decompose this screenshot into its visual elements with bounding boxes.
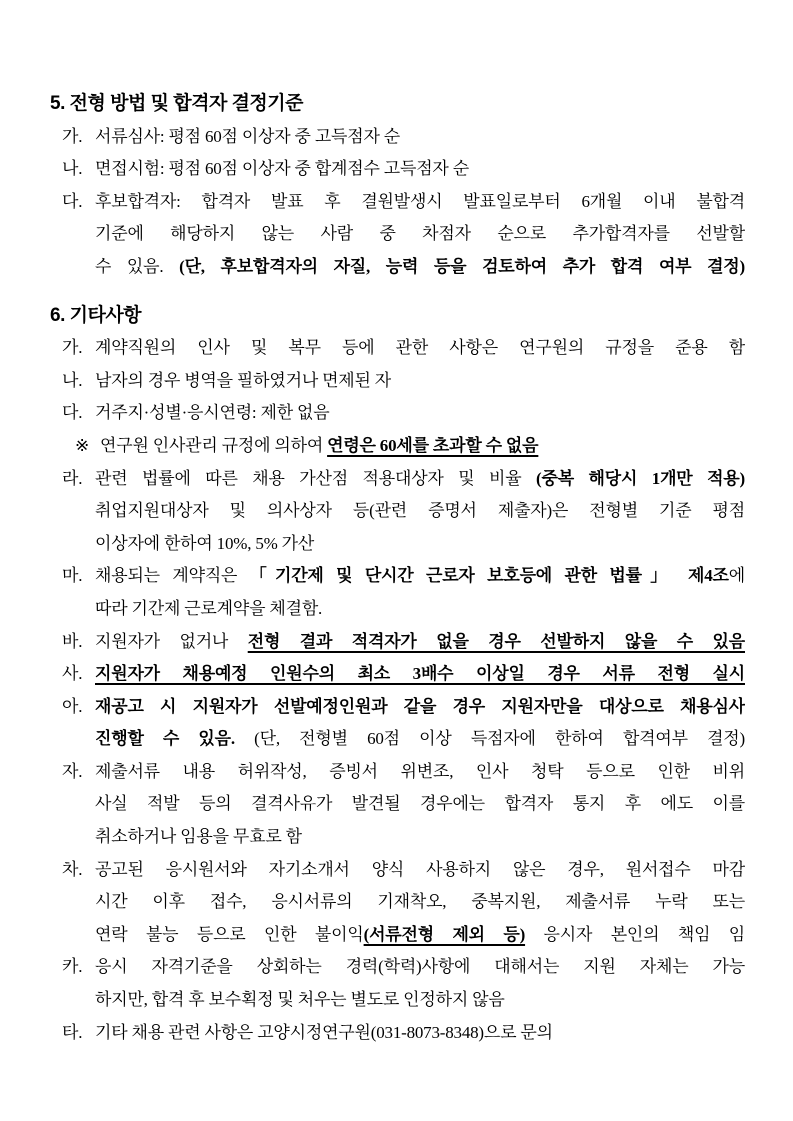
- text-run: 이상자에 한하여 10%, 5% 가산: [95, 533, 315, 553]
- text-run: 시간 이후 접수, 응시서류의 기재착오, 중복지원, 제출서류 누락 또는: [95, 892, 745, 912]
- text-run: 제출서류 내용 허위작성, 증빙서 위변조, 인사 청탁 등으로 인한 비위: [95, 761, 745, 781]
- section-title: 5. 전형 방법 및 합격자 결정기준: [50, 93, 303, 114]
- item-label: 다.: [62, 191, 83, 211]
- text-run: (중복 해당시 1개만 적용): [536, 468, 745, 488]
- text-run: 연구원 인사관리 규정에 의하여: [100, 435, 328, 455]
- text-line: [95, 854, 745, 887]
- text-run: 채용되는 계약직은: [95, 566, 250, 586]
- text-run: 수 있음.: [95, 256, 180, 276]
- text-run: 연락 불능 등으로 인한 불이익: [95, 924, 364, 944]
- list-item: [62, 951, 745, 1016]
- item-label: 차.: [62, 859, 83, 879]
- text-line: [95, 951, 745, 984]
- text-run: 연령은 60세를 초과할 수 없음: [327, 435, 539, 455]
- item-label: 카.: [62, 957, 83, 977]
- list-item: [62, 397, 745, 430]
- text-line: [95, 984, 745, 1017]
- list-item: [62, 658, 745, 691]
- text-line: [95, 463, 745, 496]
- item-label: ※: [75, 435, 90, 455]
- text-line: [95, 658, 745, 691]
- item-label: 라.: [62, 468, 83, 488]
- item-label: 아.: [62, 696, 83, 716]
- section-title: 6. 기타사항: [50, 304, 142, 326]
- text-run: 응시 자격기준을 상회하는 경력(학력)사항에 대해서는 지원 자체는 가능: [95, 957, 745, 977]
- list-item: [62, 854, 745, 952]
- list-item: [62, 626, 745, 659]
- text-line: [95, 723, 745, 756]
- text-run: 진행할 수 있음.: [95, 729, 235, 749]
- text-line: [95, 251, 745, 284]
- item-label: 사.: [62, 664, 83, 684]
- text-run: 재공고 시 지원자가 선발예정인원과 같을 경우 지원자만을 대상으로 채용심사: [95, 696, 745, 716]
- text-line: [95, 332, 745, 365]
- text-run: 후보합격자: 합격자 발표 후 결원발생시 발표일로부터 6개월 이내 불합격: [95, 191, 745, 211]
- text-run: 응시자 본인의 책임 임: [525, 924, 745, 944]
- list-item: [75, 430, 745, 463]
- text-line: [95, 788, 745, 821]
- text-run: 면접시험: 평점 60점 이상자 중 합계점수 고득점자 순: [95, 159, 469, 179]
- list-item: [62, 1017, 745, 1050]
- text-line: [95, 821, 745, 854]
- text-run: 거주지·성별·응시연령: 제한 없음: [95, 403, 330, 423]
- item-label: 가.: [62, 338, 83, 358]
- text-run: (서류전형 제외 등): [363, 924, 526, 944]
- text-run: 에: [728, 566, 745, 586]
- text-line: [100, 430, 745, 463]
- text-line: [95, 218, 745, 251]
- text-run: 취업지원대상자 및 의사상자 등(관련 증명서 제출자)은 전형별 기준 평점: [95, 501, 745, 521]
- list-item: [62, 463, 745, 561]
- text-run: 취소하거나 임용을 무효로 함: [95, 827, 302, 847]
- text-run: (단, 전형별 60점 이상 득점자에 한하여 합격여부 결정): [234, 729, 745, 749]
- text-run: 지원자가 없거나: [95, 631, 248, 651]
- text-line: [95, 186, 745, 219]
- text-run: 하지만, 합격 후 보수획정 및 처우는 별도로 인정하지 않음: [95, 990, 505, 1010]
- item-label: 바.: [62, 631, 83, 651]
- list-item: [62, 332, 745, 365]
- list-item: [62, 560, 745, 625]
- text-run: 공고된 응시원서와 자기소개서 양식 사용하지 않은 경우, 원서접수 마감: [95, 859, 745, 879]
- text-run: 전형 결과 적격자가 없을 경우 선발하지 않을 수 있음: [247, 631, 745, 651]
- item-label: 가.: [62, 126, 83, 146]
- list-item: [62, 121, 745, 154]
- item-label: 마.: [62, 566, 83, 586]
- item-label: 자.: [62, 761, 83, 781]
- item-label: 나.: [62, 159, 83, 179]
- text-line: [95, 1017, 745, 1050]
- section: [50, 88, 745, 284]
- text-line: [95, 919, 745, 952]
- text-line: [95, 495, 745, 528]
- text-line: [95, 397, 745, 430]
- text-line: [95, 365, 745, 398]
- document-content: [50, 88, 745, 1049]
- list-item: [62, 153, 745, 186]
- text-run: 기타 채용 관련 사항은 고양시정연구원(031-8073-8348)으로 문의: [95, 1022, 553, 1042]
- list-item: [62, 365, 745, 398]
- text-run: 서류심사: 평점 60점 이상자 중 고득점자 순: [95, 126, 400, 146]
- text-run: 지원자가 채용예정 인원수의 최소 3배수 이상일 경우 서류 전형 실시: [95, 664, 745, 684]
- text-run: 남자의 경우 병역을 필하였거나 면제된 자: [95, 370, 392, 390]
- text-line: [95, 886, 745, 919]
- list-item: [62, 691, 745, 756]
- text-line: [95, 756, 745, 789]
- text-run: 기준에 해당하지 않는 사람 중 차점자 순으로 추가합격자를 선발할: [95, 224, 745, 244]
- text-run: 「기간제 및 단시간 근로자 보호등에 관한 법률」 제4조: [249, 566, 729, 586]
- text-run: 관련 법률에 따른 채용 가산점 적용대상자 및 비율: [95, 468, 537, 488]
- section: [50, 300, 745, 1050]
- text-line: [95, 626, 745, 659]
- text-run: 계약직원의 인사 및 복무 등에 관한 사항은 연구원의 규정을 준용 함: [95, 338, 745, 358]
- text-line: [95, 121, 745, 154]
- item-label: 다.: [62, 403, 83, 423]
- text-line: [95, 528, 745, 561]
- list-item: [62, 186, 745, 284]
- text-line: [95, 691, 745, 724]
- text-run: 따라 기간제 근로계약을 체결함.: [95, 598, 323, 618]
- text-line: [95, 593, 745, 626]
- text-run: 사실 적발 등의 결격사유가 발견될 경우에는 합격자 통지 후 에도 이를: [95, 794, 745, 814]
- text-line: [95, 153, 745, 186]
- list-item: [62, 756, 745, 854]
- text-line: [95, 560, 745, 593]
- text-run: (단, 후보합격자의 자질, 능력 등을 검토하여 추가 합격 여부 결정): [179, 256, 745, 276]
- item-label: 나.: [62, 370, 83, 390]
- item-label: 타.: [62, 1022, 83, 1042]
